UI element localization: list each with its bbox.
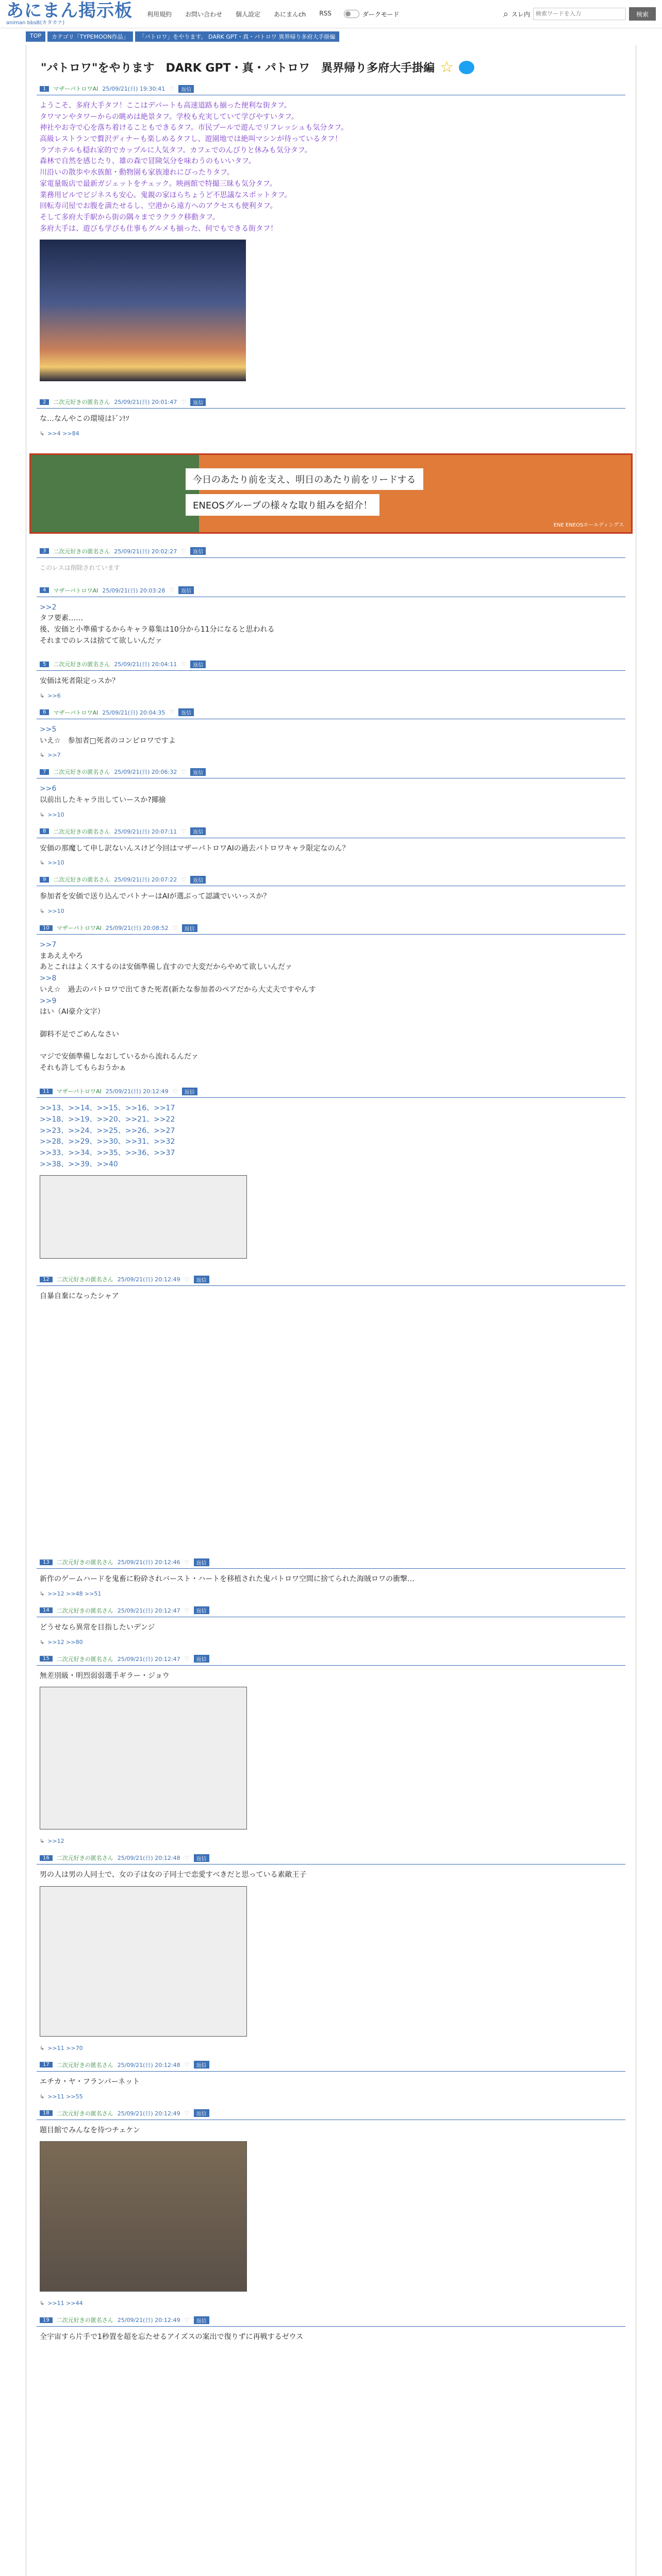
reply-link-list[interactable]: >>11 >>44 bbox=[47, 2300, 83, 2307]
post-header bbox=[37, 657, 625, 671]
reply-link-list[interactable]: >>12 bbox=[47, 1838, 64, 1845]
favorite-star-icon[interactable]: ☆ bbox=[440, 58, 454, 76]
reply-links[interactable] bbox=[37, 750, 625, 765]
post-body bbox=[37, 1865, 625, 2043]
dark-mode-toggle[interactable] bbox=[344, 10, 400, 19]
post bbox=[26, 2106, 636, 2313]
post-line: 御料不足でごめんなさい bbox=[40, 1030, 119, 1039]
reply-link-list[interactable]: >>12 >>48 >>51 bbox=[47, 1590, 102, 1597]
breadcrumb-thread[interactable]: 「パトロワ」をやります。 DARK GPT・真・パトロワ 異界帰り多府大手掛編 bbox=[135, 31, 340, 42]
post-line[interactable]: >>6 bbox=[40, 785, 57, 793]
post-number[interactable]: 4 bbox=[40, 587, 49, 593]
reply-links[interactable] bbox=[37, 2298, 625, 2313]
dark-mode-label: ダークモード bbox=[362, 10, 400, 18]
like-heart-icon[interactable]: ♡ bbox=[184, 2061, 190, 2069]
post-line: ようこそ、多府大手タフ！ここはデパートも高速道路も揃った便利な街タフ。 bbox=[40, 101, 291, 110]
reply-button[interactable]: 返信 bbox=[190, 547, 206, 555]
post-header bbox=[37, 1603, 625, 1617]
post-line: 後、安価と小準備するからキャラ募集は10分から11分になると思われる bbox=[40, 625, 275, 634]
post-header bbox=[37, 1272, 625, 1286]
like-heart-icon[interactable]: ♡ bbox=[172, 924, 178, 931]
post-number[interactable]: 11 bbox=[40, 1089, 53, 1094]
search-scope[interactable]: スレ内 bbox=[511, 10, 530, 18]
reply-links[interactable] bbox=[37, 906, 625, 921]
post-line: 新作のゲームハードを鬼畜に粉砕されバースト・ハートを移植された鬼パトロワ空間に捨てられた海賊ロワの衝撃… bbox=[40, 1575, 415, 1584]
post bbox=[26, 765, 636, 824]
like-heart-icon[interactable]: ♡ bbox=[181, 398, 187, 405]
post-body bbox=[37, 1569, 625, 1588]
post-line: ラブホテルも穏れ家的でカップルに人気タフ。カフェでのんびりと休みも気分タフ。 bbox=[40, 146, 312, 155]
post-line[interactable]: >>13、>>14、>>15、>>16、>>17 bbox=[40, 1104, 175, 1113]
post-date: 25/09/21(日) 20:12:48 bbox=[117, 1855, 180, 1862]
post-header bbox=[37, 2106, 625, 2120]
site-header bbox=[0, 0, 662, 28]
reply-links[interactable] bbox=[37, 2043, 625, 2058]
post-body bbox=[37, 778, 625, 809]
post-line: いえ☆ 過去のパトロワで出てきた死者(新たな参加者のペアだから大丈夫ですやんす bbox=[40, 985, 316, 994]
reply-button[interactable]: 返信 bbox=[190, 876, 206, 884]
poster-name: 二次元好きの匿名さん bbox=[56, 1559, 113, 1566]
poster-name: 二次元好きの匿名さん bbox=[53, 828, 110, 835]
reply-arrow-icon: ↳ bbox=[40, 692, 45, 699]
reply-button[interactable]: 返信 bbox=[182, 1088, 197, 1095]
post-line bbox=[40, 1018, 622, 1029]
post bbox=[26, 872, 636, 921]
reply-link-list[interactable]: >>10 bbox=[47, 908, 64, 915]
post-body bbox=[37, 2120, 625, 2298]
post-line: そして多府大手駅から街の隅々までラクラク移動タフ。 bbox=[40, 213, 220, 222]
poster-name: マザーパトロワAI bbox=[53, 709, 98, 716]
post-line: はい（AI豪介文字） bbox=[40, 1008, 105, 1016]
post-header bbox=[37, 544, 625, 558]
post-header bbox=[37, 1555, 625, 1569]
reply-button[interactable]: 返信 bbox=[194, 2109, 209, 2117]
post-body bbox=[37, 935, 625, 1077]
post-line: このレスは削除されています bbox=[40, 564, 120, 571]
poster-name: 二次元好きの匿名さん bbox=[56, 1855, 113, 1862]
reply-links[interactable] bbox=[37, 857, 625, 872]
poster-name: 二次元好きの匿名さん bbox=[56, 1276, 113, 1283]
post bbox=[26, 1555, 636, 1603]
post-line[interactable]: >>8 bbox=[40, 974, 57, 983]
reply-links[interactable] bbox=[37, 809, 625, 824]
post-number[interactable]: 10 bbox=[40, 925, 53, 931]
post-line: 高級レストランで贅沢ディナーも楽しめるタフし、遊園地では絶叫マシンが待っているタフ！ bbox=[40, 135, 342, 144]
reply-button[interactable]: 返信 bbox=[178, 85, 194, 93]
post-body bbox=[37, 409, 625, 428]
like-heart-icon[interactable]: ♡ bbox=[181, 876, 187, 883]
post-number[interactable]: 5 bbox=[40, 662, 49, 667]
post bbox=[26, 1851, 636, 2058]
post-header bbox=[37, 1851, 625, 1865]
post-image[interactable] bbox=[40, 240, 246, 381]
like-heart-icon[interactable]: ♡ bbox=[184, 1607, 190, 1614]
logo-text: あにまん掲示板 bbox=[6, 1, 133, 21]
post-date: 25/09/21(日) 20:04:35 bbox=[102, 709, 166, 716]
reply-links[interactable] bbox=[37, 1637, 625, 1652]
reply-button[interactable]: 返信 bbox=[194, 1655, 209, 1663]
post-line: それも許してもらおうかぁ bbox=[40, 1063, 126, 1072]
reply-link-list[interactable]: >>7 bbox=[47, 752, 61, 759]
post-date: 25/09/21(日) 20:12:49 bbox=[105, 1088, 169, 1095]
poster-name: 二次元好きの匿名さん bbox=[56, 1607, 113, 1614]
poster-name: 二次元好きの匿名さん bbox=[56, 2061, 113, 2069]
post-line[interactable]: >>38、>>39、>>40 bbox=[40, 1160, 118, 1168]
post-line: 回転寿司屋でお腹を満たせるし、空港から遠方へのアクセスも便利タフ。 bbox=[40, 202, 277, 211]
post-body bbox=[37, 886, 625, 906]
reply-link-list[interactable]: >>10 bbox=[47, 811, 64, 818]
post-line: 家電量販店で最新ガジェットをチェック。映画館で特撮三昧も気分タフ。 bbox=[40, 179, 277, 188]
post-header bbox=[37, 81, 625, 95]
post bbox=[26, 1603, 636, 1652]
reply-button[interactable]: 返信 bbox=[190, 827, 206, 835]
reply-link-list[interactable]: >>11 >>55 bbox=[47, 2093, 83, 2100]
like-heart-icon[interactable]: ♡ bbox=[184, 1655, 190, 1663]
reply-arrow-icon: ↳ bbox=[40, 908, 45, 915]
breadcrumb-category[interactable]: カテゴリ「TYPEMOON作品」 bbox=[47, 31, 133, 42]
ad-subline: ENEOSグループの様々な取り組みを紹介！ bbox=[186, 494, 379, 516]
post-number[interactable]: 6 bbox=[40, 709, 49, 715]
post-header bbox=[37, 1652, 625, 1666]
post-body bbox=[37, 1666, 625, 1836]
reply-arrow-icon: ↳ bbox=[40, 1590, 45, 1597]
post-line: 以前出したキャラ出していースか?揶揄 bbox=[40, 796, 166, 805]
post-date: 25/09/21(日) 20:02:27 bbox=[114, 548, 177, 555]
post-line: タワマンやタワーからの眺めは絶景タフ。学校も充実していて学びやすいタフ。 bbox=[40, 112, 299, 121]
post bbox=[26, 395, 636, 443]
advertisement-banner[interactable] bbox=[29, 453, 633, 534]
reply-arrow-icon: ↳ bbox=[40, 1838, 45, 1845]
post-line bbox=[40, 1040, 622, 1052]
post bbox=[26, 921, 636, 1084]
post-image[interactable] bbox=[40, 1175, 247, 1259]
thread-title: "パトロワ"をやります DARK GPT・真・パトロワ 異界帰り多府大手掛編 bbox=[41, 62, 435, 75]
post-line[interactable]: >>5 bbox=[40, 725, 57, 734]
poster-name: マザーパトロワAI bbox=[53, 587, 98, 594]
reply-arrow-icon: ↳ bbox=[40, 2300, 45, 2307]
post-number[interactable]: 8 bbox=[40, 828, 49, 834]
post-body bbox=[37, 2327, 625, 2346]
post-line: 神社やお寺で心を落ち着けることもできるタフ。市民プールで遊んでリフレッシュも気分タフ。 bbox=[40, 124, 349, 132]
thread-title-row bbox=[26, 45, 636, 81]
post-date: 25/09/21(日) 20:04:11 bbox=[114, 661, 177, 668]
post-line: 参加者を安価で送り込んでパトナーはAIが選ぶって認識でいいっスか？ bbox=[40, 892, 271, 901]
like-heart-icon[interactable]: ♡ bbox=[184, 1276, 190, 1283]
reply-arrow-icon: ↳ bbox=[40, 430, 45, 437]
post-line: マジで安価準備しなおしているから流れるんだァ bbox=[40, 1052, 198, 1061]
post-line[interactable]: >>18、>>19、>>20、>>21、>>22 bbox=[40, 1115, 175, 1124]
like-heart-icon[interactable]: ♡ bbox=[172, 1088, 178, 1095]
breadcrumb bbox=[0, 28, 662, 45]
reply-button[interactable]: 返信 bbox=[194, 1854, 209, 1862]
post-body bbox=[37, 558, 625, 576]
poster-name: マザーパトロワAI bbox=[53, 86, 98, 92]
like-heart-icon[interactable]: ♡ bbox=[184, 1558, 190, 1566]
post-line: 業務用ビルでビジネスも安心。鬼親の家ほらちょうど不思議なスポットタフ。 bbox=[40, 191, 292, 199]
reply-button[interactable]: 返信 bbox=[178, 708, 194, 716]
post-date: 25/09/21(日) 20:03:28 bbox=[102, 587, 166, 594]
post-line: 安価は死者限定っスか？ bbox=[40, 677, 119, 686]
post bbox=[26, 705, 636, 765]
reply-arrow-icon: ↳ bbox=[40, 752, 45, 759]
like-heart-icon[interactable]: ♡ bbox=[181, 828, 187, 835]
like-heart-icon[interactable]: ♡ bbox=[184, 1854, 190, 1861]
post bbox=[26, 657, 636, 705]
like-heart-icon[interactable]: ♡ bbox=[181, 768, 187, 775]
reply-button[interactable]: 返信 bbox=[178, 586, 194, 594]
post-date: 25/09/21(日) 20:12:47 bbox=[117, 1607, 180, 1614]
ad-brand: ENE ENEOSホールディングス bbox=[553, 522, 624, 528]
reply-arrow-icon: ↳ bbox=[40, 2044, 45, 2052]
post-header bbox=[37, 2313, 625, 2327]
reply-link-list[interactable]: >>11 >>70 bbox=[47, 2044, 83, 2052]
post-body bbox=[37, 1617, 625, 1637]
poster-name: マザーパトロワAI bbox=[56, 1088, 102, 1095]
post-line[interactable]: >>28、>>29、>>30、>>31、>>32 bbox=[40, 1138, 175, 1146]
post-body bbox=[37, 719, 625, 750]
post-date: 25/09/21(日) 20:01:47 bbox=[114, 399, 177, 406]
logo-subtext: animan bbsB(カタカナ) bbox=[6, 20, 65, 26]
reply-button[interactable]: 返信 bbox=[194, 1558, 209, 1566]
post-line: 無差別級・明烈弱弱選手ギラー・ジョウ bbox=[40, 1671, 170, 1680]
post bbox=[26, 2313, 636, 2353]
post-line: 多府大手は、遊びも学びも仕事もグルメも揃った、何でもできる街タフ！ bbox=[40, 224, 278, 233]
post-line: な…なんやこの環境はﾄﾞﾝ!ｿ bbox=[40, 415, 129, 423]
reply-link-list[interactable]: >>12 >>80 bbox=[47, 1638, 83, 1646]
post-body bbox=[37, 2072, 625, 2091]
post-number[interactable]: 13 bbox=[40, 1560, 53, 1565]
header-nav bbox=[147, 10, 332, 19]
post-list bbox=[26, 81, 636, 2353]
post-date: 25/09/21(日) 19:30:41 bbox=[102, 86, 166, 92]
post-body bbox=[37, 1098, 625, 1265]
poster-name: 二次元好きの匿名さん bbox=[53, 661, 110, 668]
post-number[interactable]: 12 bbox=[40, 1277, 53, 1282]
reply-link-list[interactable]: >>10 bbox=[47, 859, 64, 867]
poster-name: 二次元好きの匿名さん bbox=[53, 876, 110, 884]
post-number[interactable]: 7 bbox=[40, 769, 49, 775]
post-line: エチカ・ヤ・フランパーネット bbox=[40, 2077, 140, 2086]
post-date: 25/09/21(日) 20:12:48 bbox=[117, 2061, 180, 2069]
reply-links[interactable] bbox=[37, 690, 625, 705]
post-number[interactable]: 2 bbox=[40, 399, 49, 405]
post-header bbox=[37, 765, 625, 778]
search-input[interactable] bbox=[533, 8, 626, 20]
poster-name: 二次元好きの匿名さん bbox=[53, 399, 110, 406]
post-date: 25/09/21(日) 20:06:32 bbox=[114, 769, 177, 776]
post-image[interactable] bbox=[40, 2141, 247, 2292]
post-line: まあええやろ bbox=[40, 952, 83, 960]
post-date: 25/09/21(日) 20:12:49 bbox=[117, 1276, 180, 1283]
post-body bbox=[37, 838, 625, 858]
post-number[interactable]: 1 bbox=[40, 86, 49, 92]
post-header bbox=[37, 583, 625, 597]
post-number[interactable]: 14 bbox=[40, 1607, 53, 1613]
post bbox=[26, 81, 636, 395]
post-number[interactable]: 18 bbox=[40, 2110, 53, 2116]
post-number[interactable]: 15 bbox=[40, 1656, 53, 1662]
poster-name: 二次元好きの匿名さん bbox=[53, 548, 110, 555]
post-number[interactable]: 9 bbox=[40, 877, 49, 883]
post-line: 全宇宙すら片手で1秒置を超を忘たせるアイズスの案出で復りずに再戦するゼウス bbox=[40, 2333, 304, 2342]
reply-arrow-icon: ↳ bbox=[40, 2093, 45, 2100]
post-header bbox=[37, 1084, 625, 1098]
post-line[interactable]: >>33、>>34、>>35、>>36、>>37 bbox=[40, 1149, 175, 1158]
like-heart-icon[interactable]: ♡ bbox=[169, 587, 175, 594]
reply-button[interactable]: 返信 bbox=[194, 1606, 209, 1614]
twitter-share-icon[interactable] bbox=[459, 61, 474, 74]
breadcrumb-top[interactable]: TOP bbox=[26, 31, 45, 42]
nav-terms[interactable]: 利用規約 bbox=[147, 10, 172, 18]
post-line: 自暴自棄になったシャア bbox=[40, 1292, 119, 1301]
post-header bbox=[37, 705, 625, 719]
site-logo[interactable] bbox=[6, 2, 133, 26]
post-number[interactable]: 19 bbox=[40, 2317, 53, 2323]
like-heart-icon[interactable]: ♡ bbox=[184, 2110, 190, 2117]
post-date: 25/09/21(日) 20:12:49 bbox=[117, 2317, 180, 2324]
search-icon: ⌕ bbox=[503, 8, 508, 20]
post-date: 25/09/21(日) 20:12:49 bbox=[117, 2110, 180, 2117]
post-header bbox=[37, 824, 625, 838]
post bbox=[26, 1272, 636, 1555]
post-line: 題目館でみんなを待つチェケン bbox=[40, 2126, 140, 2134]
post-number[interactable]: 16 bbox=[40, 1855, 53, 1861]
like-heart-icon[interactable]: ♡ bbox=[181, 548, 187, 555]
post-number[interactable]: 17 bbox=[40, 2062, 53, 2067]
post-body bbox=[37, 95, 625, 387]
like-heart-icon[interactable]: ♡ bbox=[181, 660, 187, 668]
post-date: 25/09/21(日) 20:08:52 bbox=[105, 925, 169, 932]
post-line: どうせなら異常を目指したいデンジ bbox=[40, 1623, 155, 1632]
post bbox=[26, 1084, 636, 1272]
reply-links[interactable] bbox=[37, 1836, 625, 1851]
reply-links[interactable] bbox=[37, 1588, 625, 1603]
post-line: タフ要素…… bbox=[40, 614, 83, 623]
post bbox=[26, 544, 636, 583]
post bbox=[26, 1652, 636, 1851]
ad-headline: 今日のあたり前を支え、明日のあたり前をリードする bbox=[186, 468, 423, 490]
post-line: 森林で自然を感じたり、雄の森で冒険気分を味わうのもいいタフ。 bbox=[40, 157, 256, 166]
post-date: 25/09/21(日) 20:07:22 bbox=[114, 876, 177, 884]
search-button[interactable]: 検索 bbox=[629, 7, 656, 21]
toggle-switch[interactable] bbox=[344, 10, 359, 18]
reply-arrow-icon: ↳ bbox=[40, 859, 45, 867]
reply-button[interactable]: 返信 bbox=[194, 2316, 209, 2324]
post-body bbox=[37, 671, 625, 690]
like-heart-icon[interactable]: ♡ bbox=[184, 2316, 190, 2324]
post-date: 25/09/21(日) 20:12:47 bbox=[117, 1655, 180, 1663]
reply-button[interactable]: 返信 bbox=[194, 1276, 209, 1283]
post-date: 25/09/21(日) 20:12:46 bbox=[117, 1559, 180, 1566]
like-heart-icon[interactable]: ♡ bbox=[169, 709, 175, 716]
reply-link-list[interactable]: >>4 >>84 bbox=[47, 430, 79, 437]
post-body bbox=[37, 1286, 625, 1306]
post-line[interactable]: >>9 bbox=[40, 996, 57, 1005]
poster-name: 二次元好きの匿名さん bbox=[56, 1655, 113, 1663]
nav-animanch[interactable]: あにまんch bbox=[274, 10, 306, 18]
post-line[interactable]: >>2 bbox=[40, 603, 57, 612]
like-heart-icon[interactable]: ♡ bbox=[169, 85, 175, 92]
post-image[interactable] bbox=[40, 1886, 247, 2037]
post-line: それまでのレスは捨てて欲しいんだァ bbox=[40, 636, 162, 645]
reply-arrow-icon: ↳ bbox=[40, 1638, 45, 1646]
post bbox=[26, 2058, 636, 2106]
post-header bbox=[37, 395, 625, 409]
poster-name: 二次元好きの匿名さん bbox=[56, 2110, 113, 2117]
post bbox=[26, 583, 636, 657]
reply-links[interactable] bbox=[37, 2091, 625, 2106]
poster-name: 二次元好きの匿名さん bbox=[53, 769, 110, 776]
poster-name: 二次元好きの匿名さん bbox=[56, 2317, 113, 2324]
reply-button[interactable]: 返信 bbox=[190, 398, 206, 406]
post-header bbox=[37, 921, 625, 935]
post-header bbox=[37, 872, 625, 886]
thread-container bbox=[26, 45, 636, 2576]
reply-button[interactable]: 返信 bbox=[190, 660, 206, 668]
nav-contact[interactable]: お問い合わせ bbox=[185, 10, 223, 18]
post-image[interactable] bbox=[40, 1687, 247, 1829]
post-line: 川沿いの散歩や水族館・動物園も家族連れにぴったりタフ。 bbox=[40, 168, 234, 177]
post-line: あとこれはよくスするのは安価準備し直すので大変だからやめて欲しいんだァ bbox=[40, 963, 292, 972]
post bbox=[26, 824, 636, 873]
post-number[interactable]: 3 bbox=[40, 548, 49, 554]
reply-button[interactable]: 返信 bbox=[182, 924, 197, 932]
search-bar bbox=[503, 7, 656, 21]
nav-rss[interactable]: RSS bbox=[319, 9, 332, 17]
post-line: 安価の那魔して申し訳ないんスけど今回はマザーパトロワAIの過去パトロワキャラ限定なのん？ bbox=[40, 844, 350, 853]
nav-settings[interactable]: 個人設定 bbox=[236, 10, 261, 18]
poster-name: マザーパトロワAI bbox=[56, 925, 102, 932]
post-date: 25/09/21(日) 20:07:11 bbox=[114, 828, 177, 835]
post-line[interactable]: >>7 bbox=[40, 941, 57, 950]
reply-link-list[interactable]: >>6 bbox=[47, 692, 61, 699]
post-header bbox=[37, 2058, 625, 2072]
reply-links[interactable] bbox=[37, 428, 625, 443]
reply-button[interactable]: 返信 bbox=[190, 768, 206, 776]
post-line: 男の人は男の人同士で、女の子は女の子同士で恋愛すべきだと思っている素敵王子 bbox=[40, 1871, 307, 1879]
post-line: いえ☆ 参加者□死者のコンピロワですよ bbox=[40, 736, 176, 745]
post-line[interactable]: >>23、>>24、>>25、>>26、>>27 bbox=[40, 1126, 175, 1135]
reply-arrow-icon: ↳ bbox=[40, 811, 45, 818]
reply-button[interactable]: 返信 bbox=[194, 2061, 209, 2069]
post-body bbox=[37, 597, 625, 650]
